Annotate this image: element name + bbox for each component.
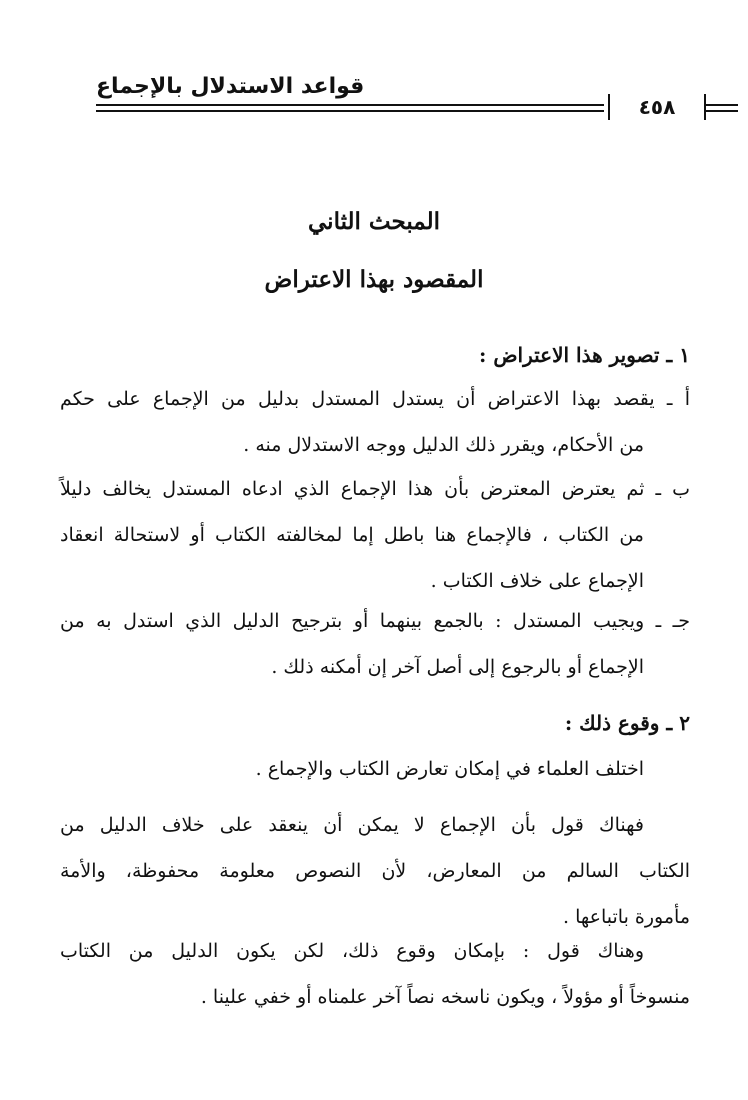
section-2-paragraph-2 — [60, 928, 690, 1020]
section-2-paragraph-1 — [60, 802, 690, 940]
chapter-title: المبحث الثاني — [308, 208, 440, 235]
header-rule — [706, 110, 738, 112]
paragraph-line: وهناك قول : بإمكان وقوع ذلك، لكن يكون الدليل من الكتاب — [60, 940, 644, 962]
section-title: المقصود بهذا الاعتراض — [264, 266, 484, 293]
section-2-intro — [60, 746, 690, 792]
paragraph-line: منسوخاً أو مؤولاً ، ويكون ناسخه نصاً آخر علمناه أو خفي علينا . — [200, 986, 690, 1008]
header-rule — [706, 104, 738, 106]
item-ba — [60, 466, 690, 604]
paragraph-line: الكتاب السالم من المعارض، لأن النصوص معلومة محفوظة، والأمة — [60, 860, 690, 882]
paragraph-line: الإجماع على خلاف الكتاب . — [430, 570, 644, 592]
item-alif — [60, 376, 690, 468]
section-1-heading-block — [60, 332, 690, 378]
running-header — [96, 72, 738, 122]
page-number: ٤٥٨ — [608, 94, 706, 120]
section-1-heading: ١ ـ تصوير هذا الاعتراض : — [479, 343, 690, 367]
section-2-heading-block — [60, 700, 690, 746]
book-title: قواعد الاستدلال بالإجماع — [96, 74, 365, 99]
paragraph-line: أ ـ يقصد بهذا الاعتراض أن يستدل المستدل بدليل من الإجماع على حكم — [60, 388, 690, 410]
paragraph-line: ب ـ ثم يعترض المعترض بأن هذا الإجماع الذي ادعاه المستدل يخالف دليلاً — [60, 478, 690, 500]
paragraph-line: مأمورة باتباعها . — [563, 906, 690, 928]
paragraph-line: الإجماع أو بالرجوع إلى أصل آخر إن أمكنه ذلك . — [271, 656, 644, 678]
paragraph-line: من الأحكام، ويقرر ذلك الدليل ووجه الاستدلال منه . — [243, 434, 644, 456]
header-rule — [96, 104, 604, 106]
section-2-heading: ٢ ـ وقوع ذلك : — [564, 711, 690, 735]
item-jim — [60, 598, 690, 690]
paragraph-line: فهناك قول بأن الإجماع لا يمكن أن ينعقد على خلاف الدليل من — [60, 814, 644, 836]
paragraph-line: اختلف العلماء في إمكان تعارض الكتاب والإجماع . — [255, 758, 644, 780]
paragraph-line: جـ ـ ويجيب المستدل : بالجمع بينهما أو بترجيح الدليل الذي استدل به من — [60, 610, 690, 632]
paragraph-line: من الكتاب ، فالإجماع هنا باطل إما لمخالفته الكتاب أو لاستحالة انعقاد — [60, 524, 644, 546]
header-rule — [96, 110, 604, 112]
